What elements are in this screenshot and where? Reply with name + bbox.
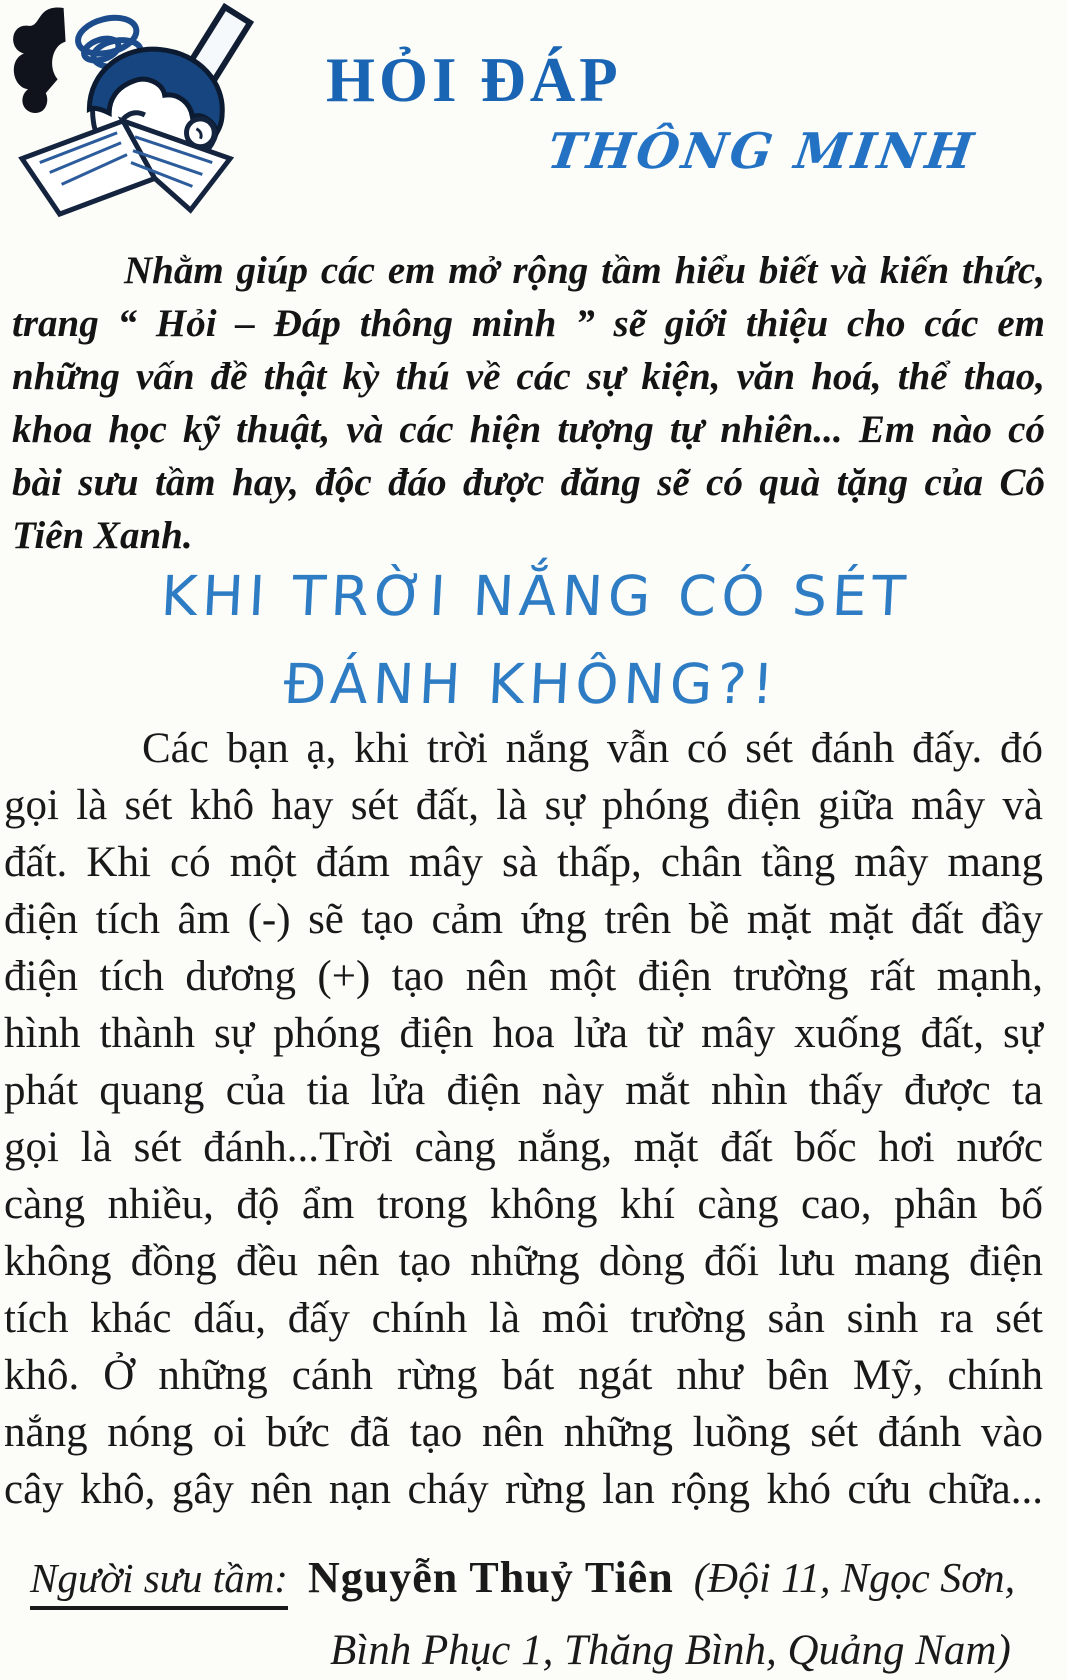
body-line: khô. Ở những cánh rừng bát ngát như bên Mỹ, chính bbox=[4, 1352, 1043, 1399]
article-title bbox=[0, 552, 1067, 728]
body-line: điện tích âm (-) sẽ tạo cảm ứng trên bề mặt mặt đất đầy bbox=[4, 896, 1043, 943]
intro-line: những vấn đề thật kỳ thú về các sự kiện, văn hoá, thể thao, bbox=[12, 355, 1045, 398]
credit-footer bbox=[30, 1552, 1055, 1675]
intro-paragraph bbox=[12, 244, 1045, 562]
intro-line: trang “ Hỏi – Đáp thông minh ” sẽ giới thiệu cho các em bbox=[12, 302, 1045, 345]
body-line: cây khô, gây nên nạn cháy rừng lan rộng khó cứu chữa... bbox=[4, 1466, 1043, 1513]
intro-line: Tiên Xanh. bbox=[12, 514, 193, 557]
child-reading-illustration bbox=[6, 2, 254, 224]
body-line: phát quang của tia lửa điện này mắt nhìn thấy được ta bbox=[4, 1067, 1043, 1114]
body-line: đất. Khi có một đám mây sà thấp, chân tầng mây mang bbox=[4, 839, 1043, 886]
intro-line: khoa học kỹ thuật, và các hiện tượng tự nhiên... Em nào có bbox=[12, 408, 1045, 451]
body-line: gọi là sét đánh...Trời càng nắng, mặt đất bốc hơi nước bbox=[4, 1124, 1043, 1171]
body-line: Các bạn ạ, khi trời nắng vẫn có sét đánh đấy. đó bbox=[142, 725, 1043, 772]
article-title-line2: ĐÁNH KHÔNG?! bbox=[282, 652, 781, 716]
body-line: tích khác dấu, đấy chính là môi trường sản sinh ra sét bbox=[4, 1295, 1043, 1342]
body-line: gọi là sét khô hay sét đất, là sự phóng điện giữa mây và bbox=[4, 782, 1043, 829]
body-line: điện tích dương (+) tạo nên một điện trường rất mạnh, bbox=[4, 953, 1043, 1000]
credit-name: Nguyễn Thuỷ Tiên bbox=[307, 1553, 674, 1602]
body-line: nắng nóng oi bức đã tạo nên những luồng sét đánh vào bbox=[4, 1409, 1043, 1456]
intro-line: bài sưu tầm hay, độc đáo được đăng sẽ có quà tặng của Cô bbox=[12, 461, 1045, 504]
child-reading-icon bbox=[6, 2, 254, 224]
credit-location-line2: Bình Phục 1, Thăng Bình, Quảng Nam) bbox=[330, 1627, 1011, 1674]
body-line: càng nhiều, độ ẩm trong không khí càng cao, phân bố bbox=[4, 1181, 1043, 1228]
article-body bbox=[4, 720, 1043, 1518]
credit-location-line1: (Đội 11, Ngọc Sơn, bbox=[693, 1556, 1016, 1602]
intro-line: Nhằm giúp các em mở rộng tầm hiểu biết và kiến thức, bbox=[124, 249, 1045, 292]
credit-label: Người sưu tầm: bbox=[30, 1554, 288, 1610]
masthead-title: HỎI ĐÁP bbox=[326, 45, 622, 115]
credit-line1 bbox=[30, 1552, 1055, 1610]
masthead-subtitle: THÔNG MINH bbox=[543, 122, 980, 180]
body-line: hình thành sự phóng điện hoa lửa từ mây xuống đất, sự bbox=[4, 1010, 1043, 1057]
article-title-line1: KHI TRỜI NẮNG CÓ SÉT bbox=[159, 564, 913, 628]
body-line: không đồng đều nên tạo những dòng đối lưu mang điện bbox=[4, 1238, 1043, 1285]
